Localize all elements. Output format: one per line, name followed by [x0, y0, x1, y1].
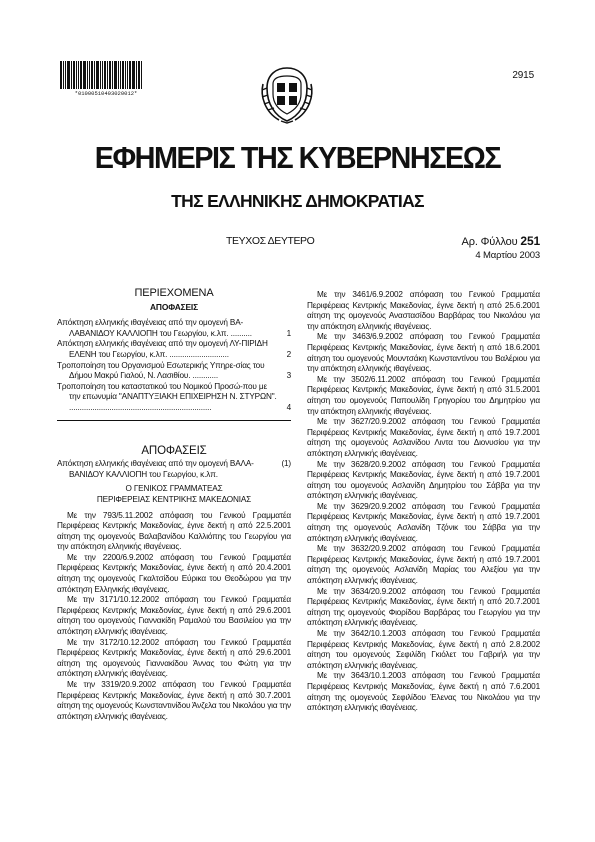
decision-paragraph: Με την 3171/10.12.2002 απόφαση του Γενικού Γραμματέα Περιφέρειας Κεντρικής Μακεδονίας, έγινε δεκτή η από 29.6.2001 αίτηση του ομογενούς Γιαννακίδη Ραμαλού του Βασιλείου για την απόκτηση ελληνικής ιθαγένειας. — [57, 595, 291, 637]
issue-date: 4 Μαρτίου 2003 — [475, 250, 540, 261]
toc-item-page: 3 — [286, 371, 291, 381]
decision-paragraph: Με την 3642/10.1.2003 απόφαση του Γενικού Γραμματέα Περιφέρειας Κεντρικής Μακεδονίας, έγινε δεκτή η από 2.8.2002 αίτηση του ομογενούς Σεφιλίδη Γκιόλετ του Γαβριήλ για την απόκτηση ελληνικής ιθαγένειας. — [307, 629, 540, 670]
toc-item-text: Τροποποίηση του Οργανισμού Εσωτερικής Υπηρε-σίας του Δήμου Μακρύ Γιαλού, Ν. Λασιθίου. ............ — [57, 360, 265, 381]
contents-heading: ΠΕΡΙΕΧΟΜΕΝΑ — [134, 287, 214, 299]
barcode-bar — [100, 61, 101, 89]
decision-paragraph: Με την 793/5.11.2002 απόφαση του Γενικού Γραμματέα Περιφέρειας Κεντρικής Μακεδονίας, έγινε δεκτή η από 22.5.2001 αίτηση της ομογενούς Βαλαβανίδου Καλλιόπης του Γεωργίου για την απόκτηση ελληνικής ιθαγένειας. — [57, 510, 291, 552]
decision-paragraph: Με την 3463/6.9.2002 απόφαση του Γενικού Γραμματέα Περιφέρειας Κεντρικής Μακεδονίας, έγινε δεκτή η από 18.6.2001 αίτηση του ομογενούς Μουντσάκη Κωνσταντίνου του Βαλέριου για την απόκτηση ελληνικής ιθαγένειας. — [307, 332, 540, 374]
contents-subheading: ΑΠΟΦΑΣΕΙΣ — [150, 301, 198, 312]
decision-paragraph: Με την 3319/20.9.2002 απόφαση του Γενικού Γραμματέα Περιφέρειας Κεντρικής Μακεδονίας, έγινε δεκτή η από 30.7.2001 αίτηση της ομογενούς Κωνσταντινίδου Άνζελα του Νικολάου για την απόκτηση ελληνικής ιθαγένειας. — [57, 680, 291, 721]
barcode-bar — [89, 61, 90, 89]
barcode-bar — [87, 61, 88, 89]
section-divider — [57, 420, 291, 421]
barcode-bar — [63, 61, 64, 89]
decision-paragraph: Με την 2200/6.9.2002 απόφαση του Γενικού Γραμματέα Περιφέρειας Κεντρικής Μακεδονίας, έγινε δεκτή η από 20.4.2001 αίτηση της ομογενούς Γκαλτσίδου Εύρικα του Θεοδώρου για την απόκτηση Ελληνικής ιθαγένειας. — [57, 552, 291, 594]
decision-paragraph: Με την 3502/6.11.2002 απόφαση του Γενικού Γραμματέα Περιφέρειας Κεντρικής Μακεδονίας, έγινε δεκτή η από 31.5.2001 αίτηση του ομογενούς Παπουλίδη Γρηγορίου του Δημητρίου για την απόκτηση ελληνικής ιθαγένειας. — [307, 374, 540, 416]
decision-subject-text: Απόκτηση ελληνικής ιθαγένειας από την ομογενή ΒΑΛΑ-ΒΑΝΙΔΟΥ ΚΑΛΛΙΟΠΗ του Γεωργίου, κ.λπ. — [57, 459, 254, 479]
authority-region: ΠΕΡΙΦΕΡΕΙΑΣ ΚΕΝΤΡΙΚΗΣ ΜΑΚΕΔΟΝΙΑΣ — [96, 494, 252, 504]
issue-label: ΤΕΥΧΟΣ ΔΕΥΤΕΡΟ — [226, 235, 315, 247]
decision-paragraph: Με την 3172/10.12.2002 απόφαση του Γενικού Γραμματέα Περιφέρειας Κεντρικής Μακεδονίας, έγινε δεκτή η από 29.6.2001 αίτηση της ομογενούς Γιαννακίδου Άννας του Φώτη για την απόκτηση ελληνικής ιθαγένειας. — [57, 637, 291, 679]
sheet-number — [440, 234, 540, 248]
decision-paragraph: Με την 3632/20.9.2002 απόφαση του Γενικού Γραμματέα Περιφέρειας Κεντρικής Μακεδονίας, έγινε δεκτή η από 19.7.2001 αίτηση της ομογενούς Ασλανίδη Μαρίας του Αλεξίου για την απόκτηση ελληνικής ιθαγένειας. — [307, 544, 540, 586]
barcode-bar — [109, 61, 111, 89]
barcode-bar — [65, 61, 66, 89]
decision-paragraph: Με την 3461/6.9.2002 απόφαση του Γενικού Γραμματέα Περιφέρειας Κεντρικής Μακεδονίας, έγινε δεκτή η από 25.6.2001 αίτηση της ομογενούς Αναστασίδου Βαρβάρας του Νικολάου για την απόκτηση ελληνικής ιθαγένειας. — [307, 290, 540, 331]
barcode-bar — [83, 61, 86, 89]
barcode-bar — [102, 61, 103, 89]
left-column — [57, 288, 291, 722]
gazette-subtitle: ΤΗΣ ΕΛΛΗΝΙΚΗΣ ΔΗΜΟΚΡΑΤΙΑΣ — [171, 191, 424, 211]
decision-paragraph: Με την 3628/20.9.2002 απόφαση του Γενικού Γραμματέα Περιφέρειας Κεντρικής Μακεδονίας, έγινε δεκτή η από 19.7.2001 αίτηση του ομογενούς Ασλανίδη Δημητρίου του Σάββα για την απόκτηση ελληνικής ιθαγένειας. — [307, 459, 540, 501]
barcode-bar — [71, 61, 72, 89]
barcode-number: *01000510403020012* — [74, 90, 138, 97]
barcode-bar — [114, 61, 117, 89]
barcode-bar — [67, 61, 70, 89]
barcode-bar — [104, 61, 106, 89]
toc-item-text: Απόκτηση ελληνικής ιθαγένειας από την ομογενή ΛΥ-ΠΙΡΙΔΗ ΕΛΕΝΗ του Γεωργίου, κ.λπ. ............................ — [57, 339, 268, 359]
toc-item[interactable] — [57, 318, 291, 339]
barcode-bar — [125, 61, 126, 89]
barcode-bar — [127, 61, 128, 89]
decision-paragraph: Με την 3634/20.9.2002 απόφαση του Γενικού Γραμματέα Περιφέρειας Κεντρικής Μακεδονίας, έγινε δεκτή η από 20.7.2001 αίτηση της ομογενούς Φιορίδου Βαρβάρας του Γεωργίου για την απόκτηση ελληνικής ιθαγένειας. — [307, 586, 540, 628]
barcode-bar — [122, 61, 124, 89]
toc-item[interactable] — [57, 361, 291, 382]
decision-number: (1) — [281, 459, 291, 469]
barcode-bar — [76, 61, 77, 89]
barcode-bar — [91, 61, 93, 89]
barcode-bar — [73, 61, 75, 89]
greek-coat-of-arms-icon — [259, 64, 315, 124]
toc-item[interactable] — [57, 339, 291, 360]
page-number: 2915 — [512, 70, 534, 81]
sheet-number-label: Αρ. Φύλλου — [461, 236, 518, 248]
sheet-number-value: 251 — [520, 234, 540, 248]
toc-item[interactable] — [57, 382, 291, 414]
decision-subject — [57, 459, 291, 480]
barcode-bar — [80, 61, 82, 89]
barcode-bar — [94, 61, 95, 89]
barcode-bar — [107, 61, 108, 89]
right-column — [307, 290, 540, 714]
authority-title: Ο ΓΕΝΙΚΟΣ ΓΡΑΜΜΑΤΕΑΣ — [125, 484, 223, 494]
barcode-bar — [138, 61, 140, 89]
toc-item-page: 4 — [286, 402, 291, 412]
toc-item-page: 2 — [286, 349, 291, 359]
decisions-heading: ΑΠΟΦΑΣΕΙΣ — [141, 444, 207, 457]
barcode-bar — [78, 61, 79, 89]
toc-item-text: Τροποποίηση του καταστατικού του Νομικού Προσώ-που με την επωνυμία "ΑΝΑΠΤΥΞΙΑΚΗ ΕΠΙΧΕΙΡΗΣΗ Ν. ΣΤΥΡΩΝ". ................................................................... — [57, 381, 277, 412]
barcode-bar — [120, 61, 121, 89]
barcode-bar — [132, 61, 135, 89]
barcode-bars — [60, 61, 152, 89]
decision-paragraph: Με την 3629/20.9.2002 απόφαση του Γενικού Γραμματέα Περιφέρειας Κεντρικής Μακεδονίας, έγινε δεκτή η από 19.7.2001 αίτηση της ομογενούς Ασλανίδη Τζόνικ του Σάββα για την απόκτηση ελληνικής ιθαγένειας. — [307, 501, 540, 543]
barcode-bar — [60, 61, 62, 89]
decision-paragraph: Με την 3643/10.1.2003 απόφαση του Γενικού Γραμματέα Περιφέρειας Κεντρικής Μακεδονίας, έγινε δεκτή η από 7.6.2001 αίτηση της ομογενούς Σεφιλίδου Έλενας του Νικολάου για την απόκτηση ελληνικής ιθαγένειας. — [307, 671, 540, 713]
toc-item-page: 1 — [286, 328, 291, 338]
barcode-bar — [96, 61, 99, 89]
toc-item-text: Απόκτηση ελληνικής ιθαγένειας από την ομογενή ΒΑ-ΛΑΒΑΝΙΔΟΥ ΚΑΛΛΙΟΠΗ του Γεωργίου, κ.λπ. .......... — [57, 318, 252, 338]
gazette-title: ΕΦΗΜΕΡΙΣ ΤΗΣ ΚΥΒΕΡΝΗΣΕΩΣ — [94, 140, 501, 175]
barcode-bar — [136, 61, 137, 89]
barcode-bar — [141, 61, 142, 89]
barcode-bar — [118, 61, 119, 89]
barcode-bar — [129, 61, 131, 89]
decision-paragraph: Με την 3627/20.9.2002 απόφαση του Γενικού Γραμματέα Περιφέρειας Κεντρικής Μακεδονίας, έγινε δεκτή η από 19.7.2001 αίτηση της ομογενούς Ασλανίδου Λιντα του Διονυσίου για την απόκτηση ελληνικής ιθαγένειας. — [307, 417, 540, 458]
barcode — [60, 61, 152, 97]
barcode-bar — [112, 61, 113, 89]
